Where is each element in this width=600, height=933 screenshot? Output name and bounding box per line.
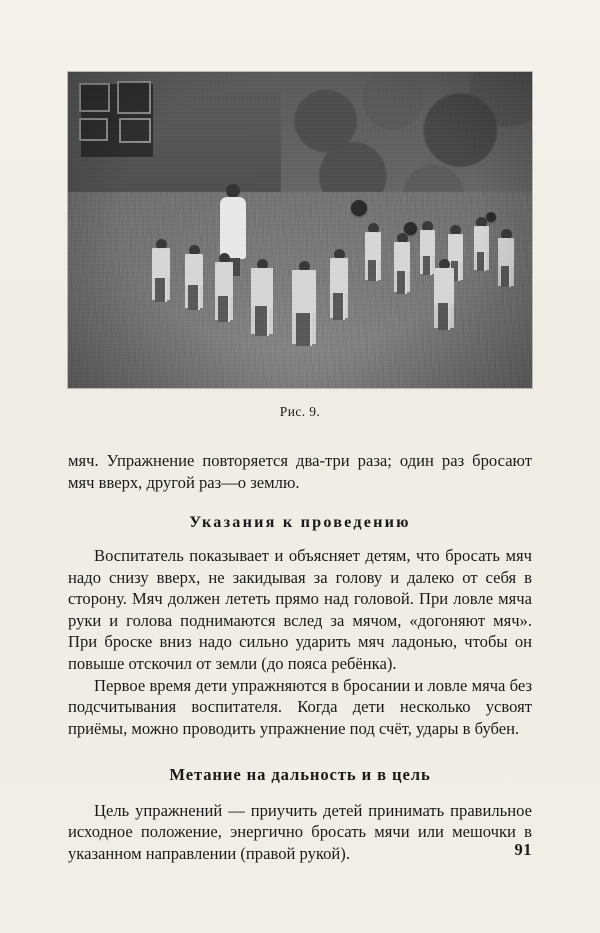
photo-child-legs bbox=[423, 256, 433, 276]
photo-child bbox=[292, 270, 316, 344]
photo-ball bbox=[486, 212, 496, 222]
photo-child bbox=[215, 262, 233, 320]
figure-photograph bbox=[68, 72, 532, 388]
photo-child bbox=[152, 248, 170, 300]
photo-child-body bbox=[474, 226, 489, 252]
photo-child-legs bbox=[397, 271, 407, 294]
paragraph-continued: мяч. Упражнение повторяется два-три раза; один раз бросают мяч вверх, другой раз—о землю. bbox=[68, 451, 532, 492]
figure-9 bbox=[68, 72, 532, 420]
photo-child bbox=[185, 254, 203, 308]
photo-teacher-coat bbox=[220, 197, 246, 259]
photo-child-body bbox=[434, 268, 454, 304]
photo-child-body bbox=[215, 262, 233, 297]
body-text bbox=[68, 450, 532, 865]
photo-child-body bbox=[420, 230, 435, 256]
photo-child bbox=[330, 258, 348, 318]
photo-child-legs bbox=[188, 285, 200, 309]
subheading-instructions: Указания к проведению bbox=[189, 513, 411, 532]
photo-window bbox=[119, 118, 151, 143]
page-content bbox=[68, 72, 532, 865]
photo-child bbox=[251, 268, 273, 334]
photo-window bbox=[79, 118, 109, 142]
photo-child-body bbox=[330, 258, 348, 294]
subheading-throwing: Метание на дальность и в цель bbox=[169, 765, 431, 785]
photo-child-legs bbox=[296, 313, 311, 346]
photo-child bbox=[474, 226, 489, 270]
photo-child-legs bbox=[218, 296, 230, 322]
photo-child-legs bbox=[368, 260, 378, 282]
photo-child-legs bbox=[477, 252, 487, 272]
photo-child-body bbox=[365, 232, 381, 261]
photo-child-body bbox=[185, 254, 203, 286]
photo-window bbox=[117, 81, 151, 114]
photo-child-body bbox=[498, 238, 514, 267]
photo-child-legs bbox=[501, 266, 511, 288]
photo-child bbox=[498, 238, 514, 286]
photo-child-body bbox=[448, 234, 463, 262]
photo-child bbox=[434, 268, 454, 328]
photo-child-body bbox=[292, 270, 316, 314]
photo-child-body bbox=[394, 242, 410, 272]
photo-child-body bbox=[152, 248, 170, 279]
photo-child bbox=[394, 242, 410, 292]
photo-window bbox=[79, 83, 111, 113]
photo-child-legs bbox=[333, 293, 345, 320]
page-number: 91 bbox=[514, 840, 532, 859]
paragraph-2: Первое время дети упражняются в бросании и ловле мяча без подсчитывания воспитателя. Когда дети несколько усвоят приёмы, можно проводить упражнение под счёт, удары в бубен. bbox=[68, 675, 532, 738]
photo-child-body bbox=[251, 268, 273, 308]
photo-ball bbox=[351, 200, 367, 216]
photo-child-legs bbox=[155, 278, 167, 301]
photo-child bbox=[420, 230, 435, 274]
photo-child bbox=[365, 232, 381, 280]
photo-child-legs bbox=[255, 306, 269, 336]
photo-child-legs bbox=[438, 303, 451, 330]
photo-ball bbox=[404, 222, 417, 235]
photo-teacher-head bbox=[226, 184, 240, 198]
figure-caption: Рис. 9. bbox=[279, 404, 321, 419]
paragraph-3: Цель упражнений — приучить детей принимать правильное исходное положение, энергично бросать мячи или мешочки в указанном направлении (правой рукой). bbox=[68, 800, 532, 863]
paragraph-1: Воспитатель показывает и объясняет детям, что бросать мяч надо снизу вверх, не закидывая за голову и далеко от себя в сторону. Мяч должен лететь прямо над головой. При ловле мяча руки и голова поднимаются вслед за мячом, «догоняют мяч». При броске вниз надо сильно ударить мяч ладонью, чтобы он повыше отскочил от земли (до пояса ребёнка). bbox=[68, 546, 532, 673]
